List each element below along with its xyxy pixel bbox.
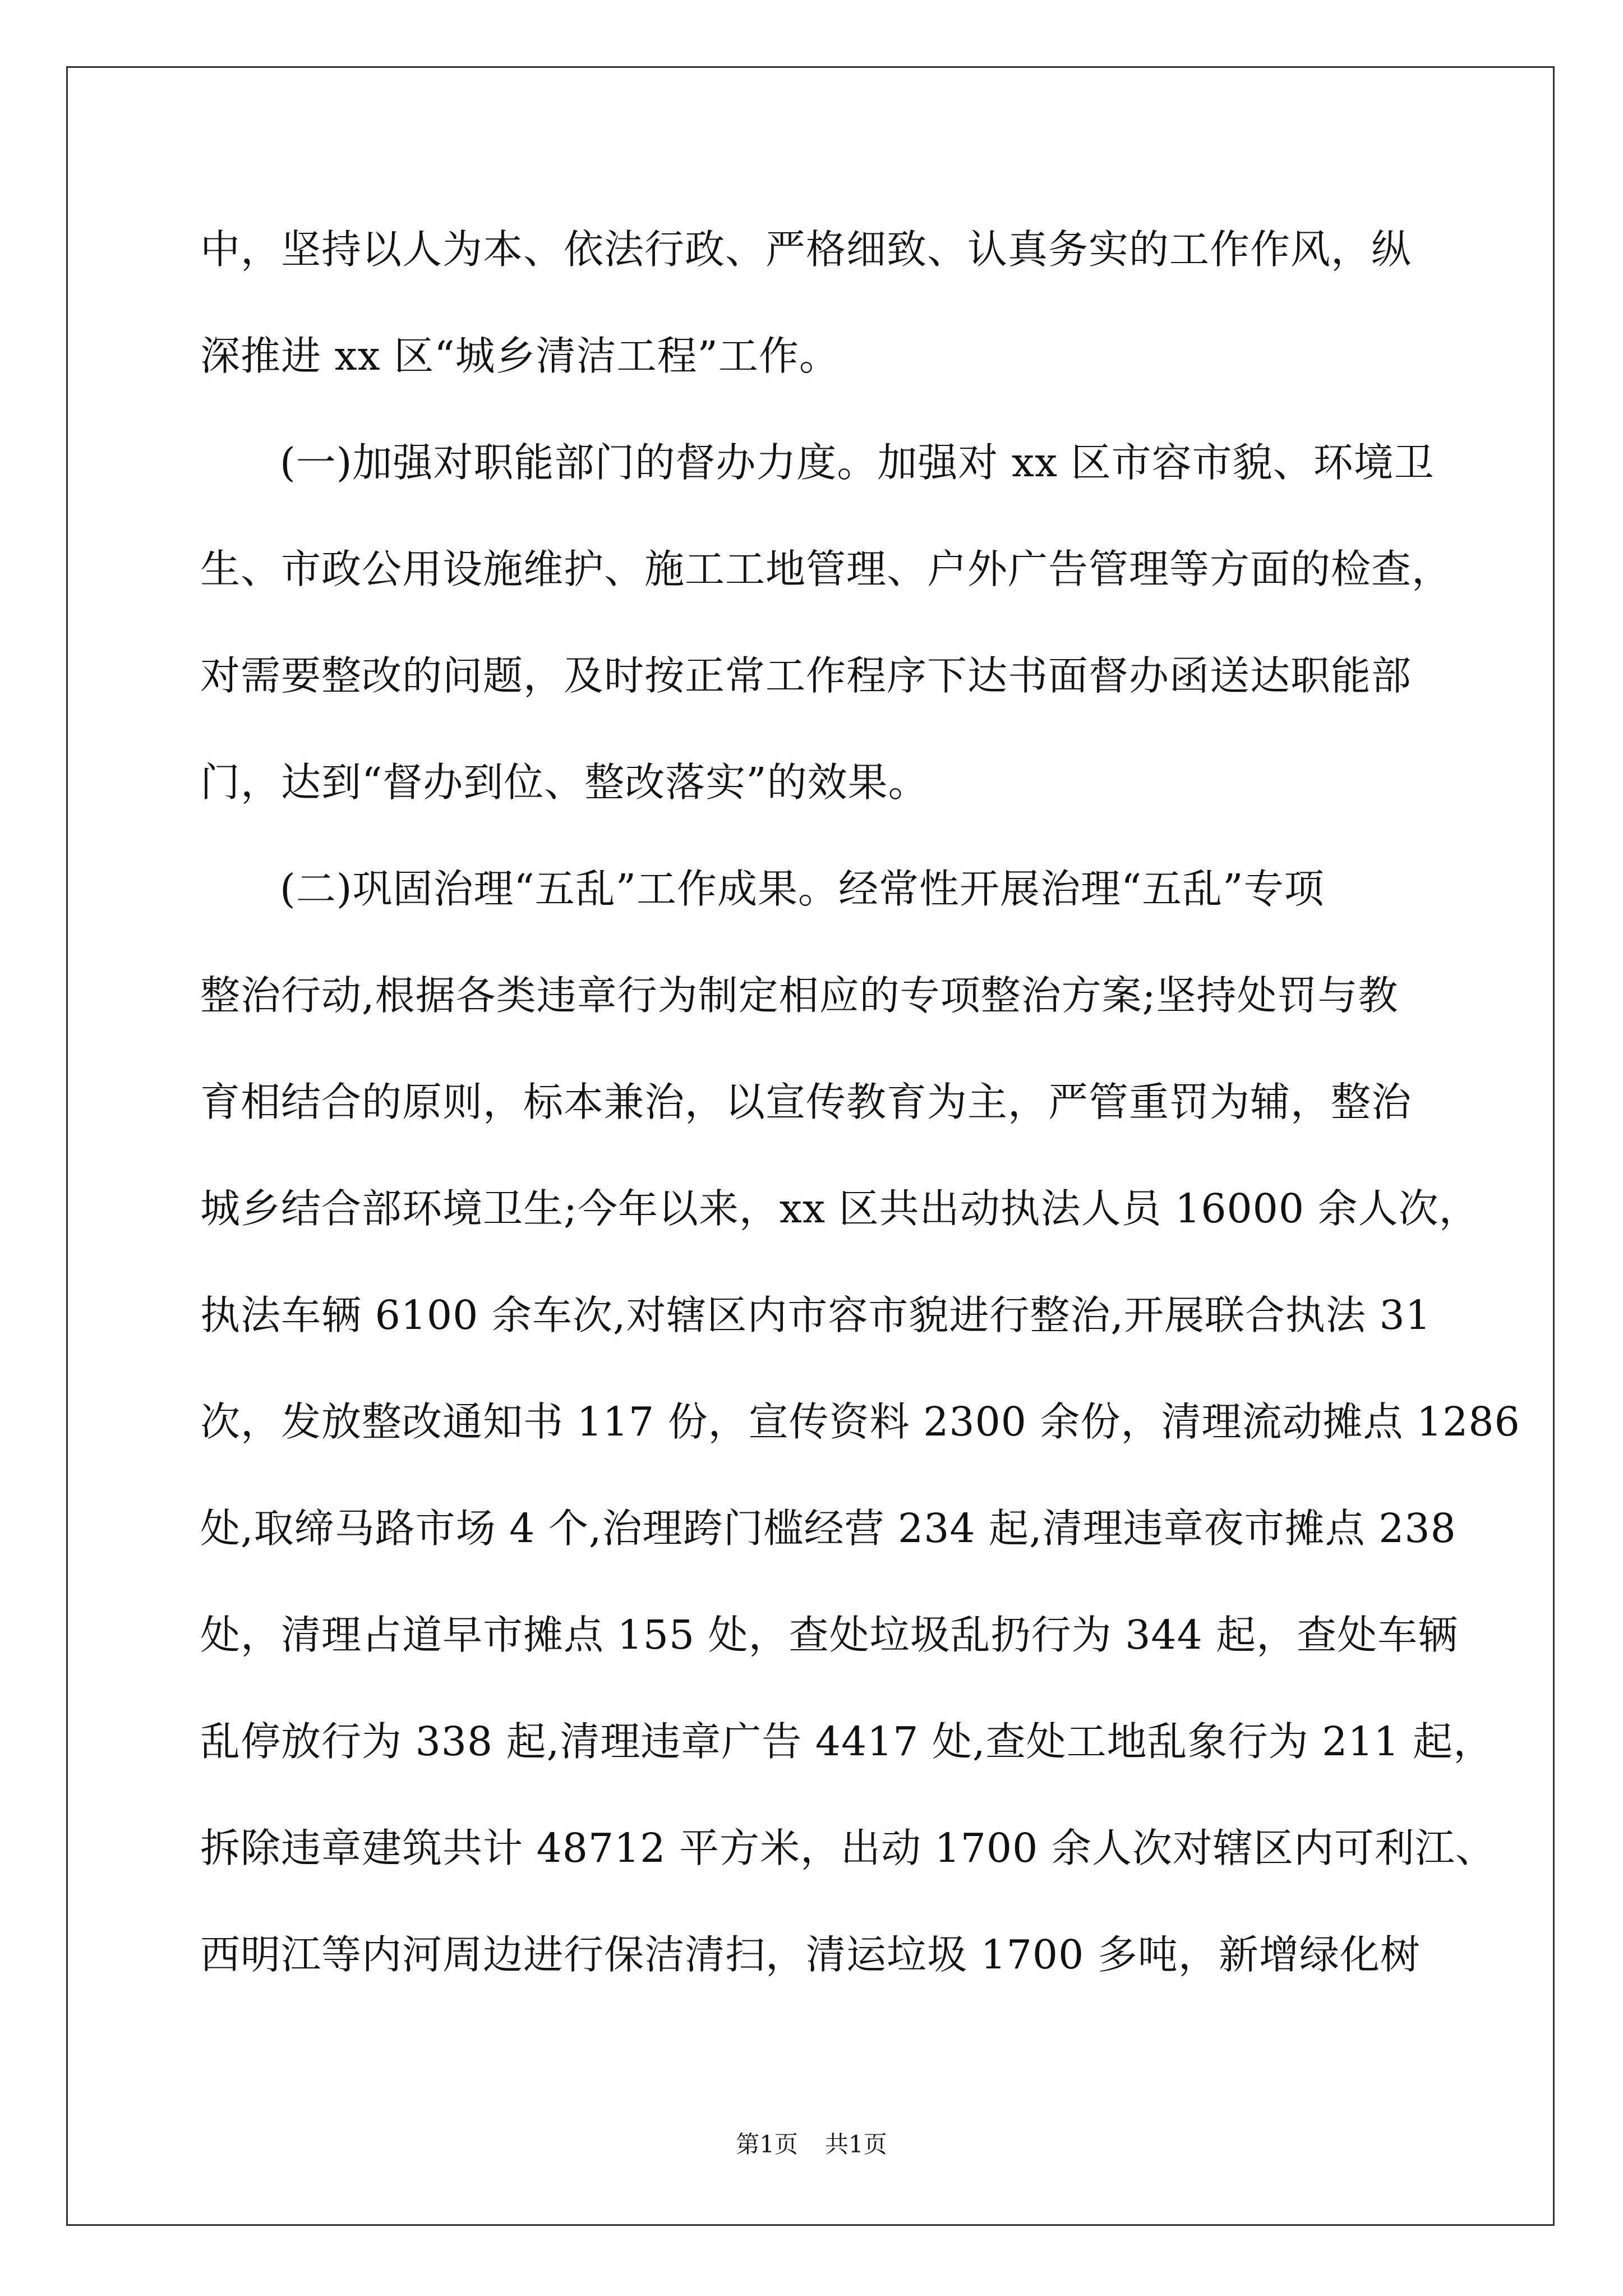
text-line: 整治行动,根据各类违章行为制定相应的专项整治方案;坚持处罚与教 <box>200 972 1399 1019</box>
text-line: 乱停放行为 338 起,清理违章广告 4417 处,查处工地乱象行为 211 起， <box>200 1718 1494 1765</box>
text-line: 深推进 xx 区“城乡清洁工程”工作。 <box>200 333 840 379</box>
text-line: 西明江等内河周边进行保洁清扫，清运垃圾 1700 多吨，新增绿化树 <box>200 1931 1421 1978</box>
text-line: 中，坚持以人为本、依法行政、严格细致、认真务实的工作作风，纵 <box>200 226 1412 273</box>
page-number: 第1页 <box>736 2131 798 2158</box>
text-line: 执法车辆 6100 余车次,对辖区内市容市貌进行整治,开展联合执法 31 <box>200 1292 1431 1338</box>
text-line: (一)加强对职能部门的督办力度。加强对 xx 区市容市貌、环境卫 <box>280 439 1435 486</box>
text-line: (二)巩固治理“五乱”工作成果。经常性开展治理“五乱”专项 <box>280 866 1325 912</box>
text-line: 城乡结合部环境卫生;今年以来，xx 区共出动执法人员 16000 余人次， <box>200 1185 1479 1232</box>
text-line: 处,取缔马路市场 4 个,治理跨门槛经营 234 起,清理违章夜市摊点 238 <box>200 1505 1456 1552</box>
text-line: 育相结合的原则，标本兼治，以宣传教育为主，严管重罚为辅，整治 <box>200 1079 1412 1125</box>
text-line: 拆除违章建筑共计 48712 平方米，出动 1700 余人次对辖区内可利江、 <box>200 1825 1496 1871</box>
text-line: 门，达到“督办到位、整改落实”的效果。 <box>200 759 929 806</box>
text-line: 次，发放整改通知书 117 份，宣传资料 2300 余份，清理流动摊点 1286 <box>200 1398 1520 1445</box>
page-footer <box>0 2129 1623 2160</box>
text-line: 对需要整改的问题，及时按正常工作程序下达书面督办函送达职能部 <box>200 652 1412 699</box>
text-line: 处，清理占道早市摊点 155 处，查处垃圾乱扔行为 344 起，查处车辆 <box>200 1612 1459 1658</box>
page-border <box>66 66 1555 2226</box>
page-total: 共1页 <box>825 2131 887 2158</box>
text-line: 生、市政公用设施维护、施工工地管理、户外广告管理等方面的检查， <box>200 546 1453 592</box>
